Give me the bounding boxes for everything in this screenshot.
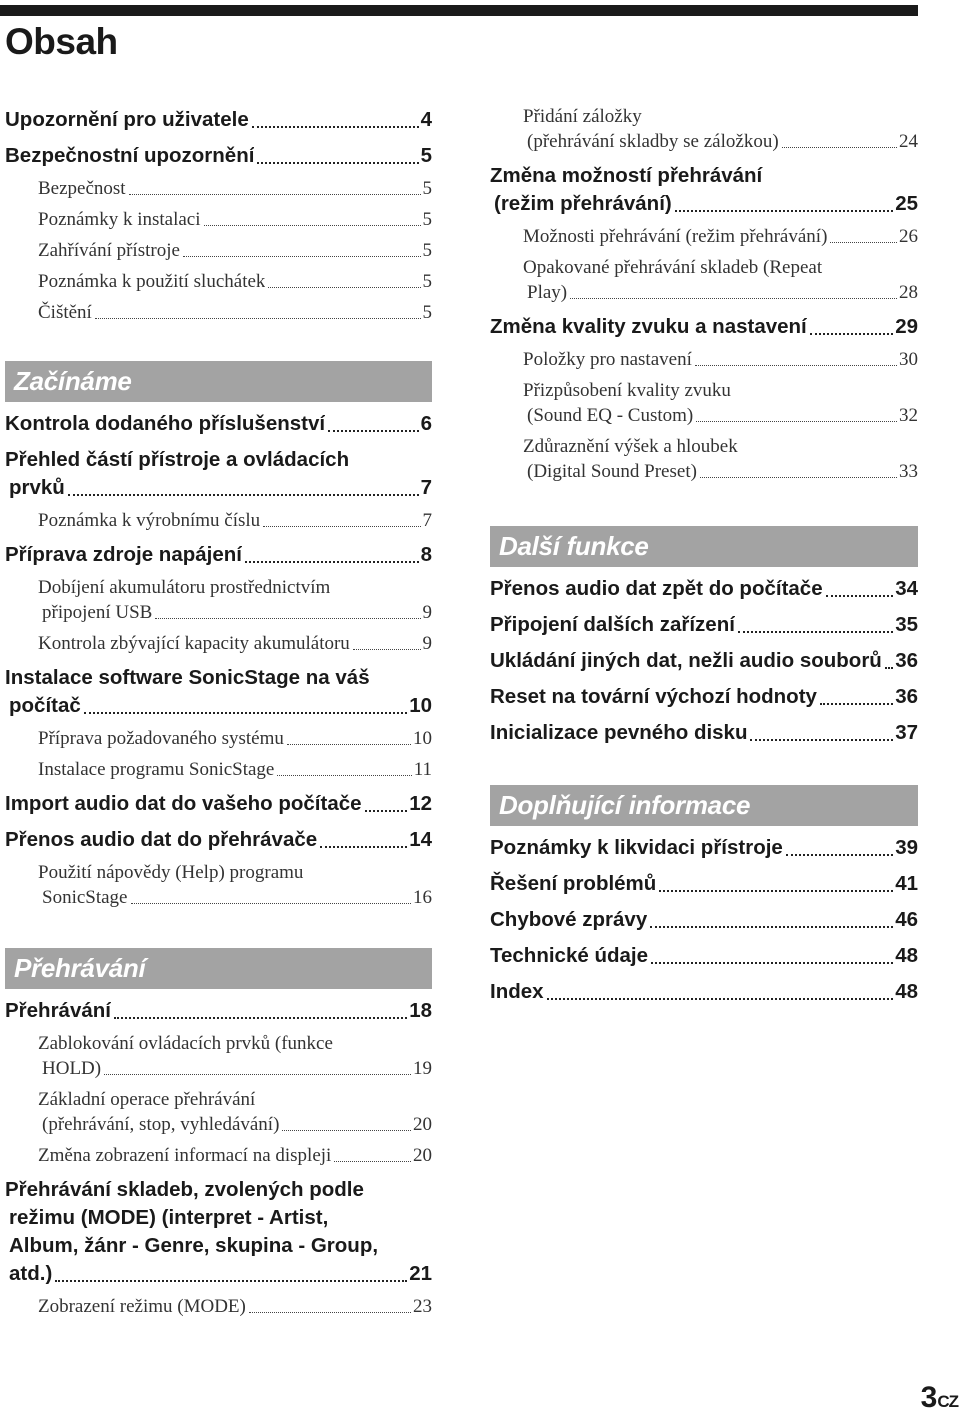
- toc-page-number: 7: [420, 476, 432, 499]
- toc-entry-title: (přehrávání skladby se záložkou): [527, 131, 779, 152]
- toc-entry-row: [38, 726, 432, 751]
- toc-entry-row: [523, 280, 918, 305]
- toc-entry[interactable]: [490, 104, 918, 154]
- toc-entry-row: [38, 238, 432, 263]
- toc-entry-row: [38, 1056, 432, 1081]
- toc-page-number: 46: [895, 908, 918, 931]
- toc-entry-title: prvků: [9, 476, 65, 499]
- toc-entry-title: Zobrazení režimu (MODE): [38, 1296, 246, 1317]
- toc-entry-title: Zahřívání přístroje: [38, 240, 180, 261]
- toc-entry-title: Připojení dalších zařízení: [490, 613, 735, 636]
- section-heading: Přehrávání: [5, 948, 432, 989]
- toc-entry[interactable]: [490, 719, 918, 747]
- toc-entry-title: (Sound EQ - Custom): [527, 405, 694, 426]
- toc-entry-row: [5, 826, 432, 854]
- toc-entry-title: HOLD): [42, 1058, 102, 1079]
- dot-leader: [204, 225, 421, 226]
- toc-page-number: 20: [413, 1114, 432, 1135]
- dot-leader: [885, 667, 893, 669]
- toc-entry[interactable]: [5, 757, 432, 782]
- toc-entry-line: režimu (MODE) (interpret - Artist,: [9, 1206, 329, 1229]
- toc-entry[interactable]: [5, 238, 432, 263]
- toc-entry[interactable]: [490, 434, 918, 484]
- toc-entry[interactable]: [5, 1143, 432, 1168]
- toc-entry[interactable]: [5, 631, 432, 656]
- toc-entry-title: Inicializace pevného disku: [490, 721, 748, 744]
- toc-entry-line: Zdůraznění výšek a hloubek: [523, 436, 738, 457]
- toc-entry-row: [490, 978, 918, 1006]
- toc-entry-row: [38, 757, 432, 782]
- toc-entry-title: Ukládání jiných dat, nežli audio souborů: [490, 649, 882, 672]
- toc-entry-row: [523, 403, 918, 428]
- toc-entry-title: SonicStage: [42, 887, 128, 908]
- toc-page-number: 5: [422, 178, 432, 199]
- top-rule: [0, 5, 918, 16]
- page-title: Obsah: [5, 21, 118, 62]
- toc-entry[interactable]: [5, 1176, 432, 1288]
- toc-entry[interactable]: [5, 726, 432, 751]
- toc-entry-line: Základní operace přehrávání: [38, 1089, 256, 1110]
- toc-entry-row: [490, 870, 918, 898]
- dot-leader: [249, 1312, 411, 1313]
- dot-leader: [328, 430, 419, 432]
- toc-entry-title: počítač: [9, 694, 81, 717]
- toc-page-number: 8: [420, 543, 432, 566]
- toc-entry-title: (Digital Sound Preset): [527, 461, 697, 482]
- toc-entry[interactable]: [490, 313, 918, 341]
- toc-page-number: 5: [422, 302, 432, 323]
- dot-leader: [782, 147, 897, 148]
- toc-page-number: 23: [413, 1296, 432, 1317]
- toc-entry-title: Příprava zdroje napájení: [5, 543, 242, 566]
- dot-leader: [131, 903, 412, 904]
- toc-entry-row: [523, 347, 918, 372]
- toc-entry-row: [5, 474, 432, 502]
- toc-entry[interactable]: [5, 1087, 432, 1137]
- toc-right-column: [490, 98, 918, 1006]
- toc-entry-title: Čištění: [38, 302, 92, 323]
- toc-entry-row: [38, 1112, 432, 1137]
- toc-entry-title: Poznámka k výrobnímu číslu: [38, 510, 261, 531]
- toc-entry[interactable]: [490, 611, 918, 639]
- toc-entry[interactable]: [5, 575, 432, 625]
- toc-entry-title: Poznámka k použití sluchátek: [38, 271, 266, 292]
- dot-leader: [55, 1280, 407, 1282]
- toc-page-number: 28: [899, 282, 918, 303]
- toc-page-number: 6: [420, 412, 432, 435]
- toc-entry-row: [490, 719, 918, 747]
- dot-leader: [738, 631, 893, 633]
- toc-entry-title: Chybové zprávy: [490, 908, 648, 931]
- toc-entry-row: [490, 611, 918, 639]
- toc-page-number: 33: [899, 461, 918, 482]
- toc-entry-title: (přehrávání, stop, vyhledávání): [42, 1114, 280, 1135]
- toc-page-number: 48: [895, 944, 918, 967]
- toc-page-number: 30: [899, 349, 918, 370]
- toc-entry-row: [490, 906, 918, 934]
- toc-entry[interactable]: [5, 790, 432, 818]
- toc-entry-title: Možnosti přehrávání (režim přehrávání): [523, 226, 828, 247]
- toc-entry-title: Poznámky k instalaci: [38, 209, 201, 230]
- dot-leader: [320, 846, 407, 848]
- dot-leader: [353, 649, 421, 650]
- toc-entry-row: [490, 683, 918, 711]
- dot-leader: [155, 618, 420, 619]
- toc-entry-line: Opakované přehrávání skladeb (Repeat: [523, 257, 823, 278]
- toc-entry[interactable]: [490, 255, 918, 305]
- toc-entry-row: [5, 410, 432, 438]
- toc-entry[interactable]: [5, 269, 432, 294]
- toc-entry[interactable]: [5, 826, 432, 854]
- toc-entry-title: Kontrola zbývající kapacity akumulátoru: [38, 633, 350, 654]
- dot-leader: [695, 365, 897, 366]
- page-number: [921, 1381, 958, 1415]
- toc-entry-row: [490, 834, 918, 862]
- toc-page-number: 24: [899, 131, 918, 152]
- toc-entry-title: Změna kvality zvuku a nastavení: [490, 315, 807, 338]
- toc-page-number: 5: [422, 209, 432, 230]
- toc-entry-line: Přidání záložky: [523, 106, 642, 127]
- dot-leader: [786, 854, 893, 856]
- toc-entry[interactable]: [490, 647, 918, 675]
- toc-entry-title: připojení USB: [42, 602, 153, 623]
- toc-page-number: 4: [420, 108, 432, 131]
- toc-entry[interactable]: [5, 446, 432, 502]
- dot-leader: [675, 210, 893, 212]
- toc-entry[interactable]: [5, 207, 432, 232]
- toc-entry-row: [38, 885, 432, 910]
- dot-leader: [282, 1130, 411, 1131]
- toc-entry-title: Reset na tovární výchozí hodnoty: [490, 685, 817, 708]
- section-heading: Další funkce: [490, 526, 918, 567]
- page-number-value: 3: [920, 1381, 937, 1414]
- toc-page-number: 10: [413, 728, 432, 749]
- toc-entry-row: [490, 190, 918, 218]
- dot-leader: [252, 126, 419, 128]
- toc-entry-row: [5, 997, 432, 1025]
- toc-entry-title: Instalace programu SonicStage: [38, 759, 275, 780]
- toc-entry[interactable]: [490, 378, 918, 428]
- toc-entry[interactable]: [490, 575, 918, 603]
- toc-entry-row: [490, 313, 918, 341]
- toc-entry-line: Zablokování ovládacích prvků (funkce: [38, 1033, 333, 1054]
- dot-leader: [547, 998, 894, 1000]
- toc-page-number: 41: [895, 872, 918, 895]
- toc-page-number: 14: [409, 828, 432, 851]
- toc-entry-title: Řešení problémů: [490, 872, 657, 895]
- toc-entry-row: [5, 692, 432, 720]
- toc-page-number: 35: [895, 613, 918, 636]
- toc-entry-title: Změna zobrazení informací na displeji: [38, 1145, 332, 1166]
- dot-leader: [696, 421, 897, 422]
- toc-page-number: 5: [422, 271, 432, 292]
- toc-entry[interactable]: [5, 176, 432, 201]
- dot-leader: [84, 712, 407, 714]
- dot-leader: [263, 526, 420, 527]
- page-number-suffix: CZ: [937, 1392, 958, 1411]
- dot-leader: [750, 739, 893, 741]
- dot-leader: [650, 926, 893, 928]
- toc-entry-row: [38, 1143, 432, 1168]
- toc-page-number: 10: [409, 694, 432, 717]
- toc-entry-row: [5, 106, 432, 134]
- toc-entry[interactable]: [490, 162, 918, 218]
- toc-page-number: 36: [895, 685, 918, 708]
- toc-entry-line: Přehrávání skladeb, zvolených podle: [5, 1178, 364, 1201]
- dot-leader: [700, 477, 897, 478]
- toc-entry[interactable]: [490, 870, 918, 898]
- toc-page-number: 48: [895, 980, 918, 1003]
- toc-entry-line: Album, žánr - Genre, skupina - Group,: [9, 1234, 379, 1257]
- toc-entry-line: Změna možností přehrávání: [490, 164, 763, 187]
- toc-entry[interactable]: [490, 942, 918, 970]
- toc-entry-row: [38, 600, 432, 625]
- dot-leader: [183, 256, 421, 257]
- toc-page-number: 9: [422, 602, 432, 623]
- toc-entry-row: [523, 224, 918, 249]
- toc-page-number: 29: [895, 315, 918, 338]
- toc-entry-title: Přenos audio dat do přehrávače: [5, 828, 318, 851]
- toc-page-number: 19: [413, 1058, 432, 1079]
- toc-entry-row: [38, 207, 432, 232]
- toc-page-number: 7: [422, 510, 432, 531]
- toc-entry-line: Instalace software SonicStage na váš: [5, 666, 370, 689]
- dot-leader: [830, 242, 897, 243]
- toc-page-number: 12: [409, 792, 432, 815]
- toc-page-number: 25: [895, 192, 918, 215]
- toc-entry[interactable]: [5, 1294, 432, 1319]
- toc-entry[interactable]: [5, 106, 432, 134]
- toc-entry-title: Import audio dat do vašeho počítače: [5, 792, 362, 815]
- dot-leader: [268, 287, 420, 288]
- toc-page-number: 26: [899, 226, 918, 247]
- toc-page-number: 9: [422, 633, 432, 654]
- toc-entry-row: [490, 575, 918, 603]
- dot-leader: [245, 561, 419, 563]
- toc-entry-title: Bezpečnost: [38, 178, 126, 199]
- dot-leader: [365, 810, 408, 812]
- toc-entry-row: [38, 176, 432, 201]
- dot-leader: [129, 194, 421, 195]
- toc-page-number: 21: [409, 1262, 432, 1285]
- dot-leader: [257, 162, 418, 164]
- toc-entry[interactable]: [490, 906, 918, 934]
- toc-entry[interactable]: [5, 997, 432, 1025]
- toc-page-number: 11: [413, 759, 432, 780]
- section-heading: Doplňující informace: [490, 785, 918, 826]
- toc-entry-title: Index: [490, 980, 544, 1003]
- toc-entry-row: [38, 300, 432, 325]
- dot-leader: [570, 298, 897, 299]
- toc-entry-title: Poznámky k likvidaci přístroje: [490, 836, 783, 859]
- toc-entry[interactable]: [5, 142, 432, 170]
- toc-entry[interactable]: [5, 300, 432, 325]
- toc-page-number: 20: [413, 1145, 432, 1166]
- toc-entry[interactable]: [5, 541, 432, 569]
- toc-entry[interactable]: [5, 508, 432, 533]
- toc-entry-row: [490, 647, 918, 675]
- toc-entry[interactable]: [5, 410, 432, 438]
- toc-entry-row: [490, 942, 918, 970]
- dot-leader: [287, 744, 411, 745]
- dot-leader: [277, 775, 411, 776]
- toc-entry-row: [5, 142, 432, 170]
- dot-leader: [810, 333, 893, 335]
- toc-entry-row: [38, 269, 432, 294]
- toc-entry-line: Přizpůsobení kvality zvuku: [523, 380, 731, 401]
- toc-entry-line: Dobíjení akumulátoru prostřednictvím: [38, 577, 331, 598]
- toc-page-number: 32: [899, 405, 918, 426]
- dot-leader: [820, 703, 893, 705]
- toc-entry-title: Příprava požadovaného systému: [38, 728, 284, 749]
- toc-entry-row: [5, 541, 432, 569]
- toc-entry[interactable]: [5, 1031, 432, 1081]
- toc-page-number: 5: [420, 144, 432, 167]
- section-heading: Začínáme: [5, 361, 432, 402]
- toc-entry-title: Přenos audio dat zpět do počítače: [490, 577, 823, 600]
- toc-entry-row: [523, 129, 918, 154]
- toc-page-number: 5: [422, 240, 432, 261]
- toc-entry-title: Kontrola dodaného příslušenství: [5, 412, 326, 435]
- toc-entry[interactable]: [5, 664, 432, 720]
- dot-leader: [334, 1161, 411, 1162]
- toc-entry-row: [38, 1294, 432, 1319]
- toc-page-number: 16: [413, 887, 432, 908]
- toc-entry-title: Play): [527, 282, 568, 303]
- toc-entry-line: Použití nápovědy (Help) programu: [38, 862, 304, 883]
- dot-leader: [651, 962, 893, 964]
- toc-entry-title: Technické údaje: [490, 944, 648, 967]
- toc-entry-line: Přehled částí přístroje a ovládacích: [5, 448, 350, 471]
- toc-page-number: 37: [895, 721, 918, 744]
- toc-entry-title: Přehrávání: [5, 999, 111, 1022]
- toc-entry[interactable]: [490, 683, 918, 711]
- dot-leader: [114, 1017, 407, 1019]
- toc-left-column: [5, 98, 432, 1319]
- toc-entry-row: [38, 508, 432, 533]
- toc-entry-title: Položky pro nastavení: [523, 349, 692, 370]
- toc-entry-title: atd.): [9, 1262, 53, 1285]
- toc-entry[interactable]: [490, 224, 918, 249]
- dot-leader: [95, 318, 421, 319]
- dot-leader: [104, 1074, 411, 1075]
- toc-page-number: 34: [895, 577, 918, 600]
- toc-entry[interactable]: [490, 347, 918, 372]
- toc-entry[interactable]: [490, 834, 918, 862]
- dot-leader: [826, 595, 894, 597]
- toc-page-number: 36: [895, 649, 918, 672]
- toc-entry-title: (režim přehrávání): [494, 192, 672, 215]
- toc-entry-row: [5, 1260, 432, 1288]
- toc-entry-row: [5, 790, 432, 818]
- toc-page-number: 18: [409, 999, 432, 1022]
- toc-page-number: 39: [895, 836, 918, 859]
- toc-entry[interactable]: [490, 978, 918, 1006]
- dot-leader: [659, 890, 893, 892]
- toc-entry-row: [38, 631, 432, 656]
- toc-entry-title: Bezpečnostní upozornění: [5, 144, 255, 167]
- toc-entry-row: [523, 459, 918, 484]
- dot-leader: [68, 494, 419, 496]
- toc-entry-title: Upozornění pro uživatele: [5, 108, 249, 131]
- toc-entry[interactable]: [5, 860, 432, 910]
